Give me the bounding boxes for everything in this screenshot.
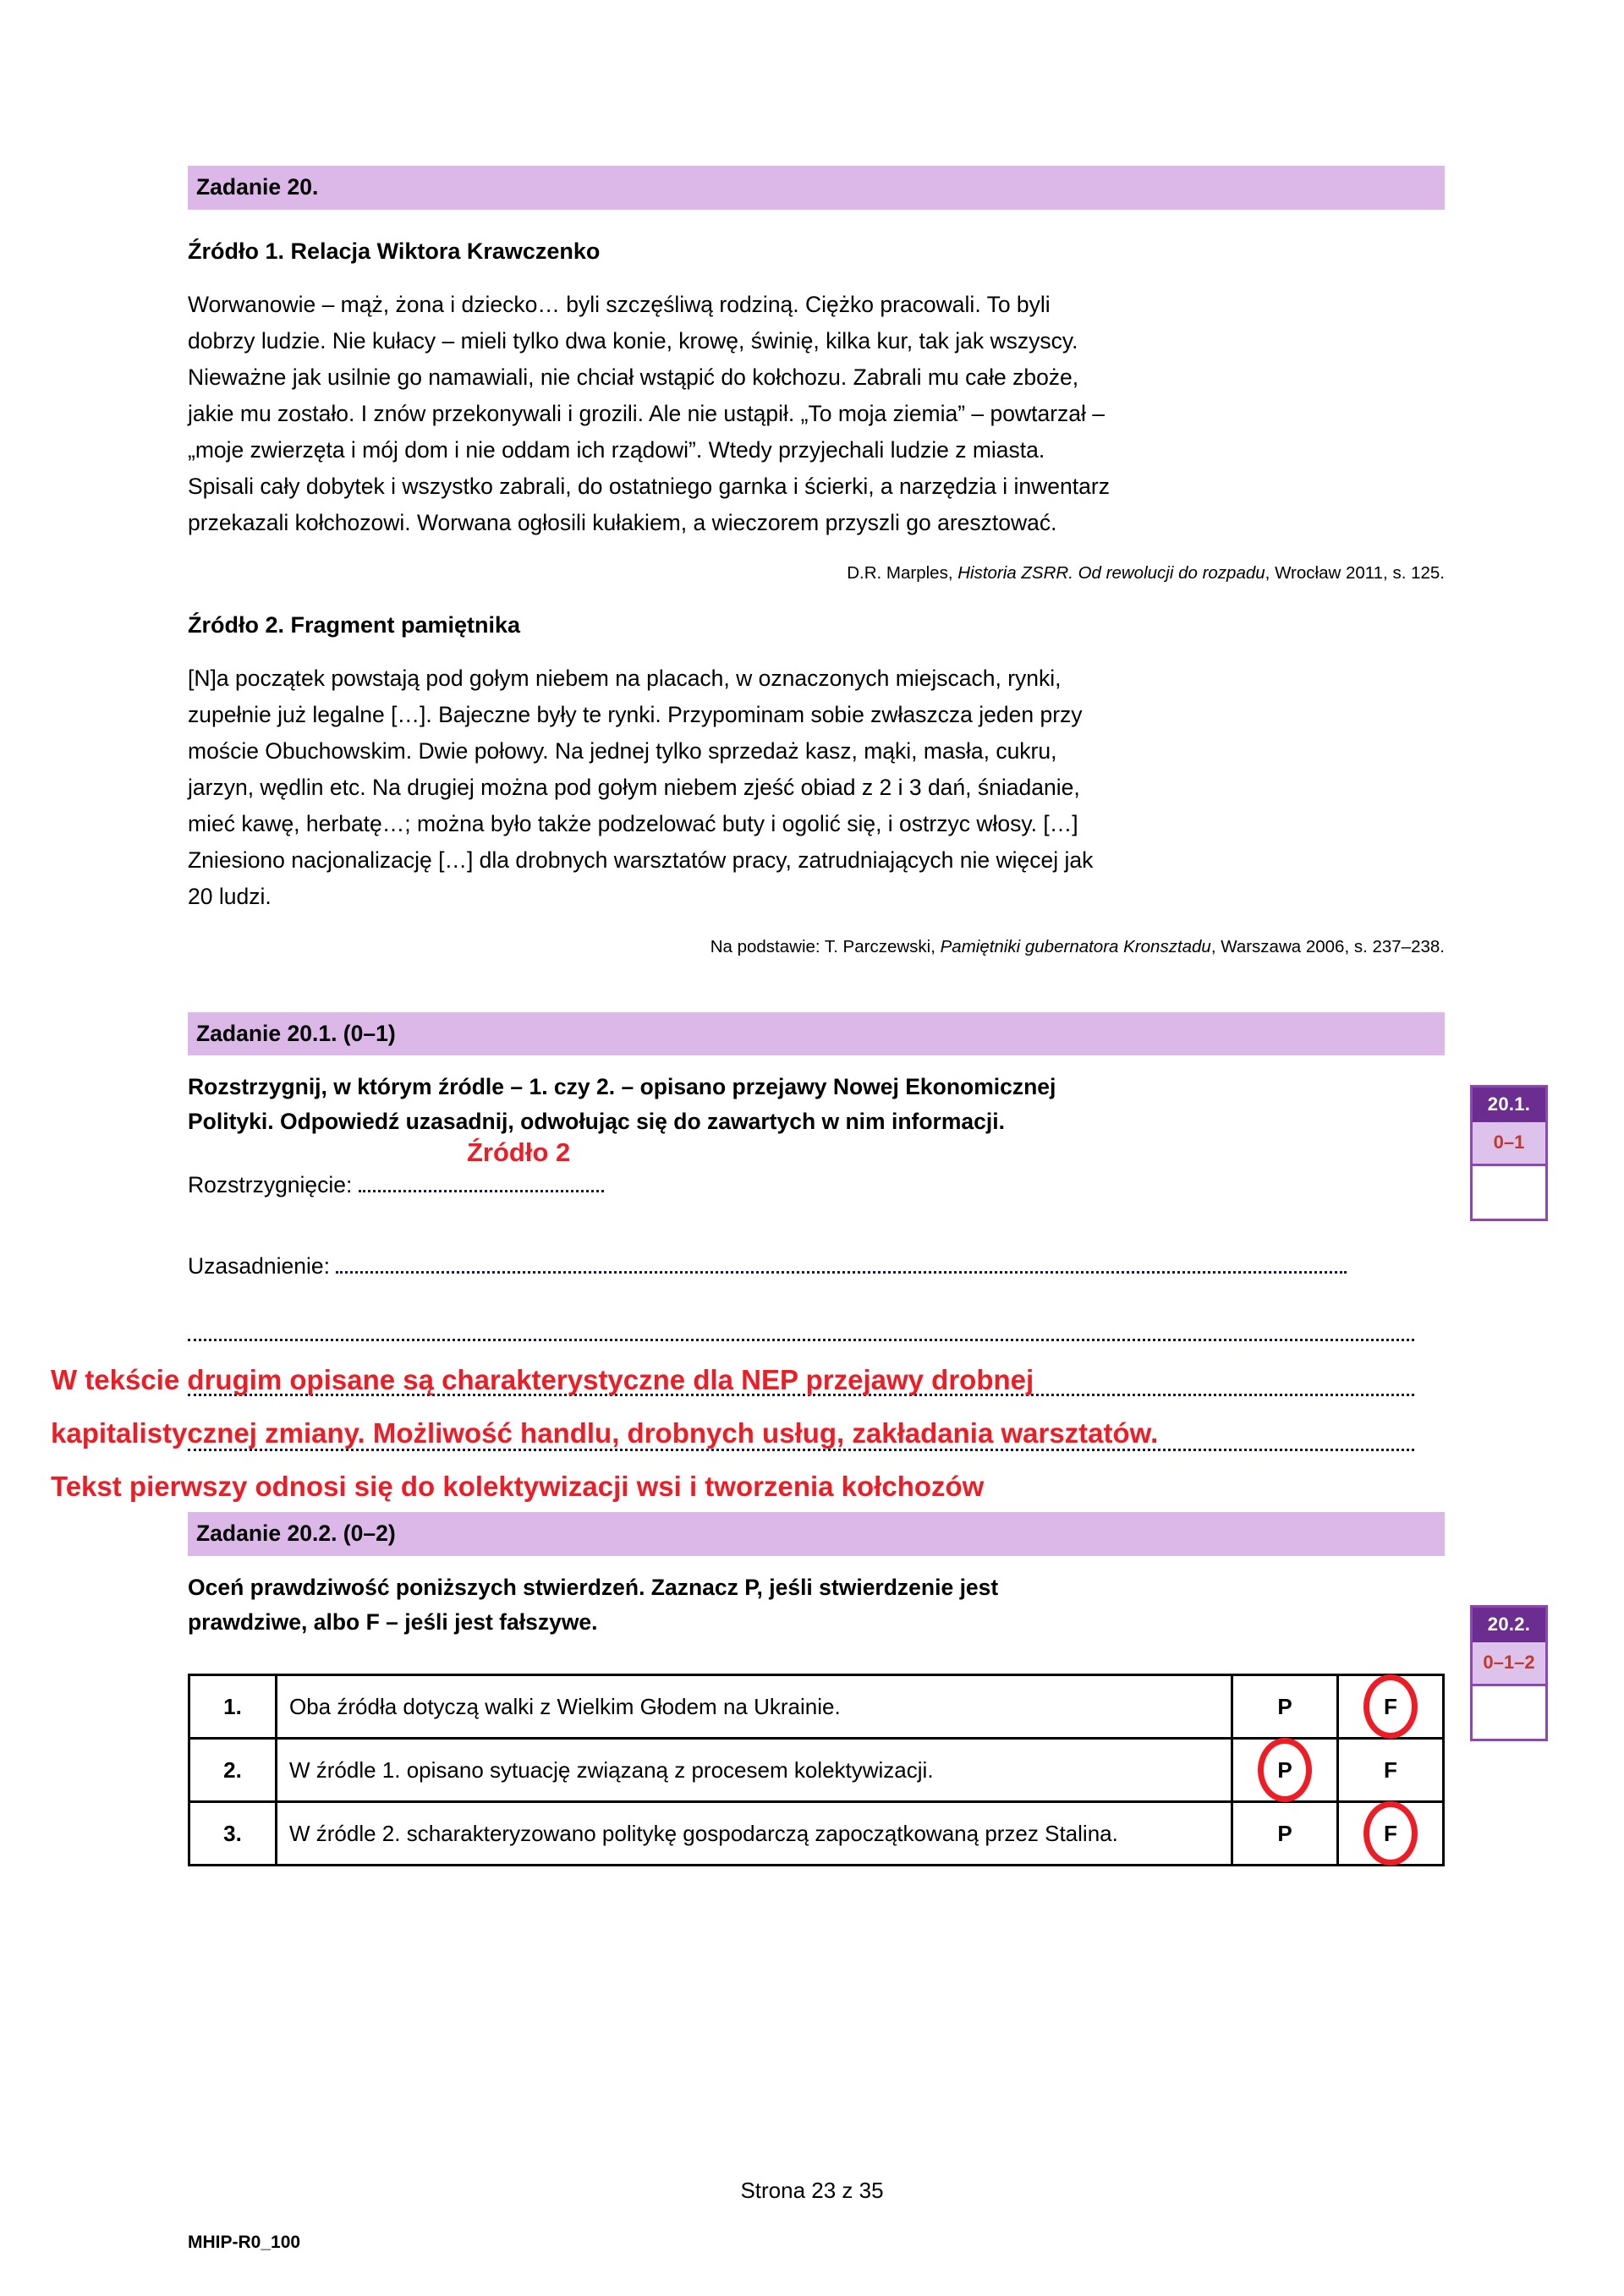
row-2-option-p[interactable]	[1232, 1738, 1338, 1801]
option-label: P	[1277, 1820, 1292, 1846]
justification-answer-row	[188, 1249, 1445, 1286]
task-20-2-header-bar: Zadanie 20.2. (0–2)	[188, 1512, 1445, 1556]
source-1-text	[188, 287, 1445, 541]
instruction-line: Oceń prawdziwość poniższych stwierdzeń. Zaznacz P, jeśli stwierdzenie jest	[188, 1574, 999, 1600]
sheet-code-label: MHIP-R0_100	[188, 2233, 301, 2252]
justification-red-line: kapitalistycznej zmiany. Możliwość handlu, drobnych usług, zakładania warsztatów.	[51, 1417, 1159, 1449]
source-2-line: jarzyn, wędlin etc. Na drugiej można pod gołym niebem zjeść obiad z 2 i 3 dań, śniadanie,	[188, 775, 1080, 801]
instruction-line: prawdziwe, albo F – jeśli jest fałszywe.	[188, 1608, 598, 1635]
decision-answer-row	[188, 1137, 1445, 1215]
row-number: 2.	[189, 1738, 277, 1801]
option-label: P	[1277, 1756, 1292, 1783]
source-1-line: Worwanowie – mąż, żona i dziecko… byli szczęśliwą rodziną. Ciężko pracowali. To byli	[188, 291, 1051, 317]
source-1-line: Nieważne jak usilnie go namawiali, nie chciał wstąpić do kołchozu. Zabrali mu całe zboże,	[188, 364, 1079, 390]
score-box-range: 0–1	[1473, 1122, 1545, 1166]
score-box-awarded-field[interactable]	[1473, 1166, 1545, 1219]
attribution-prefix: D.R. Marples,	[847, 562, 958, 583]
option-label: F	[1384, 1756, 1397, 1783]
source-2-text	[188, 660, 1445, 915]
attribution-suffix: , Wrocław 2011, s. 125.	[1265, 562, 1445, 583]
score-box-20-2	[1470, 1605, 1548, 1741]
row-statement: W źródle 2. scharakteryzowano politykę gospodarczą zapoczątkowaną przez Stalina.	[277, 1801, 1232, 1865]
score-box-awarded-field[interactable]	[1473, 1686, 1545, 1739]
row-1-option-p[interactable]	[1232, 1674, 1338, 1738]
source-2-line: [N]a początek powstają pod gołym niebem na placach, w oznaczonych miejscach, rynki,	[188, 666, 1062, 692]
score-box-20-1	[1470, 1085, 1548, 1221]
task-20-1-header-bar: Zadanie 20.1. (0–1)	[188, 1012, 1445, 1056]
justification-red-line: W tekście drugim opisane są charakterystyczne dla NEP przejawy drobnej	[51, 1364, 1034, 1395]
task-20-2-instruction	[188, 1570, 1445, 1640]
option-label: F	[1384, 1693, 1397, 1719]
option-label: P	[1277, 1693, 1292, 1719]
source-2-line: mieć kawę, herbatę…; można było także podzelować buty i ogolić się, i ostrzyc włosy. […]	[188, 811, 1078, 837]
table-row	[189, 1738, 1444, 1801]
table-row	[189, 1801, 1444, 1865]
source-1-line: jakie mu zostało. I znów przekonywali i grozili. Ale nie ustąpił. „To moja ziemia” – powtarzał –	[188, 400, 1106, 426]
row-statement: W źródle 1. opisano sytuację związaną z procesem kolektywizacji.	[277, 1738, 1232, 1801]
source-1-line: przekazali kołchozowi. Worwana ogłosili kułakiem, a wieczorem przyszli go aresztować.	[188, 509, 1057, 535]
score-box-range: 0–1–2	[1473, 1642, 1545, 1686]
source-2-attribution	[188, 937, 1445, 958]
table-row	[189, 1674, 1444, 1738]
page-content	[188, 166, 1445, 1866]
source-2-line: Zniesiono nacjonalizację […] dla drobnych warsztatów pracy, zatrudniających nie więcej jak	[188, 847, 1094, 874]
instruction-line: Polityki. Odpowiedź uzasadnij, odwołując się do zawartych w nim informacji.	[188, 1109, 1005, 1135]
decision-answer-line[interactable]	[359, 1168, 604, 1192]
attribution-title: Historia ZSRR. Od rewolucji do rozpadu	[957, 562, 1265, 583]
row-1-option-f[interactable]	[1338, 1674, 1444, 1738]
source-1-heading: Źródło 1. Relacja Wiktora Krawczenko	[188, 238, 601, 264]
row-number: 1.	[189, 1674, 277, 1738]
source-1-line: „moje zwierzęta i mój dom i nie oddam ich rządowi”. Wtedy przyjechali ludzie z miasta.	[188, 436, 1045, 463]
score-box-number: 20.2.	[1473, 1608, 1545, 1642]
attribution-title: Pamiętniki gubernatora Kronsztadu	[940, 937, 1211, 957]
attribution-prefix: Na podstawie: T. Parczewski,	[710, 937, 941, 957]
justification-red-line: Tekst pierwszy odnosi się do kolektywizacji wsi i tworzenia kołchozów	[51, 1471, 985, 1502]
row-3-option-p[interactable]	[1232, 1801, 1338, 1865]
source-1-attribution	[188, 563, 1445, 584]
attribution-suffix: , Warszawa 2006, s. 237–238.	[1210, 937, 1445, 957]
justification-answer-line-1[interactable]	[336, 1249, 1347, 1274]
decision-red-answer: Źródło 2	[467, 1137, 571, 1168]
decision-label: Rozstrzygnięcie:	[188, 1172, 353, 1198]
source-2-heading: Źródło 2. Fragment pamiętnika	[188, 612, 521, 638]
true-false-table	[188, 1674, 1445, 1866]
row-statement: Oba źródła dotyczą walki z Wielkim Głodem na Ukrainie.	[277, 1674, 1232, 1738]
source-2-line: moście Obuchowskim. Dwie połowy. Na jednej tylko sprzedaż kasz, mąki, masła, cukru,	[188, 738, 1057, 764]
score-box-number: 20.1.	[1473, 1088, 1545, 1122]
option-label: F	[1384, 1820, 1397, 1846]
justification-red-answer	[51, 1353, 1506, 1513]
page-number-label: Strona 23 z 35	[740, 2178, 884, 2203]
task-20-1-instruction	[188, 1070, 1445, 1139]
instruction-line: Rozstrzygnij, w którym źródle – 1. czy 2. – opisano przejawy Nowej Ekonomicznej	[188, 1074, 1056, 1100]
justification-answer-line-2[interactable]	[188, 1339, 1414, 1341]
justification-label: Uzasadnienie:	[188, 1253, 330, 1280]
row-2-option-f[interactable]	[1338, 1738, 1444, 1801]
source-2-line: 20 ludzi.	[188, 884, 272, 910]
source-1-line: dobrzy ludzie. Nie kułacy – mieli tylko dwa konie, krowę, świnię, kilka kur, tak jak wszyscy.	[188, 327, 1078, 353]
source-1-line: Spisali cały dobytek i wszystko zabrali, do ostatniego garnka i ścierki, a narzędzia i inwentarz	[188, 473, 1110, 499]
row-3-option-f[interactable]	[1338, 1801, 1444, 1865]
task-20-header-bar: Zadanie 20.	[188, 166, 1445, 210]
row-number: 3.	[189, 1801, 277, 1865]
source-2-line: zupełnie już legalne […]. Bajeczne były te rynki. Przypominam sobie zwłaszcza jeden przy	[188, 702, 1083, 728]
